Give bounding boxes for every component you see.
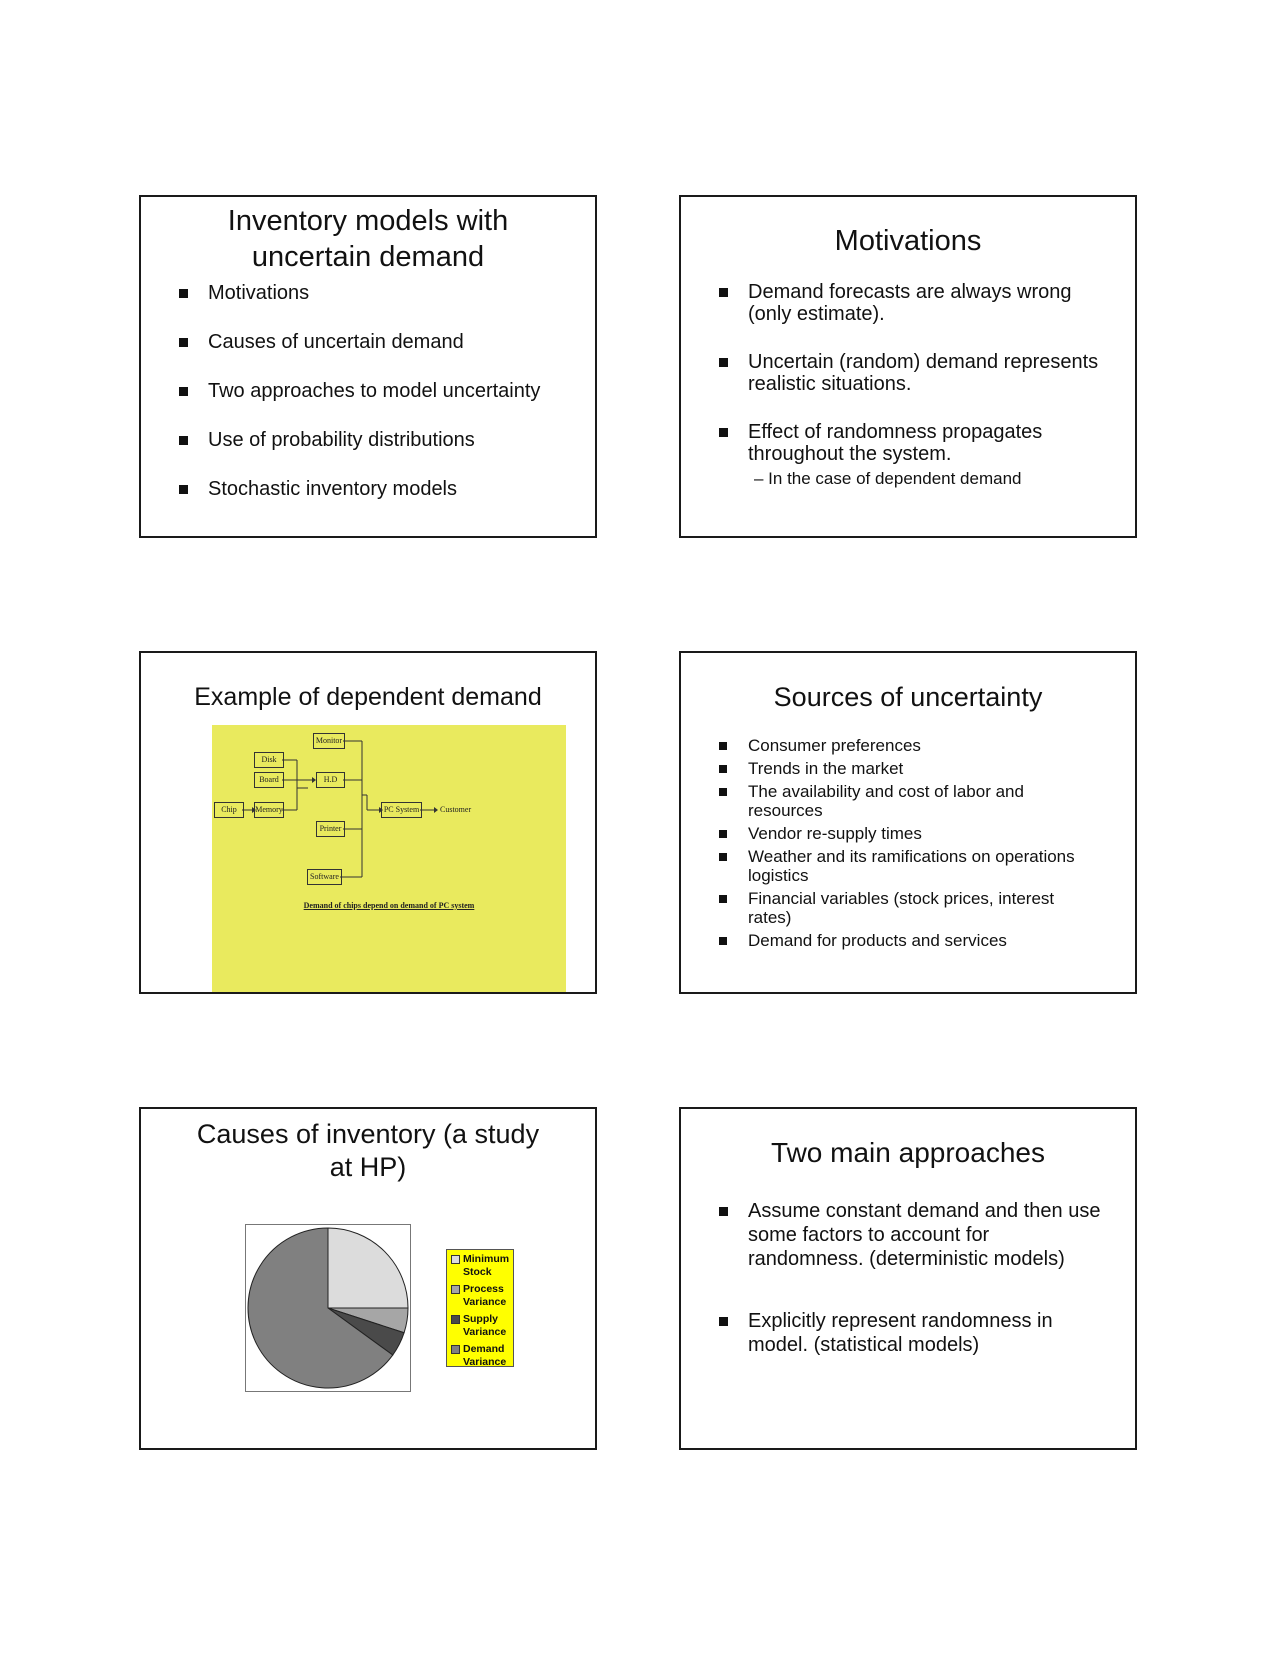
bullet-item: [719, 847, 1119, 885]
title-line: Causes of inventory (a study: [196, 1119, 540, 1149]
customer-label: Customer: [440, 805, 472, 814]
legend-item: [451, 1283, 511, 1313]
bullet-square-icon: [179, 436, 188, 445]
bullet-list: [179, 281, 540, 526]
bullet-text: Demand for products and services: [748, 931, 1007, 950]
bullet-square-icon: [719, 788, 727, 796]
legend-label: Variance: [463, 1296, 507, 1308]
hd-box: H.D: [316, 772, 345, 788]
legend-label: Stock: [463, 1266, 492, 1278]
slide-motivations: [679, 195, 1137, 538]
sub-bullet-text: – In the case of dependent demand: [754, 469, 1022, 488]
bullet-text: The availability and cost of labor and: [748, 782, 1024, 801]
bullet-text: rates): [748, 908, 792, 927]
bullet-text: Demand forecasts are always wrong: [748, 281, 1072, 303]
bullet-text: Effect of randomness propagates: [748, 421, 1043, 443]
legend-label: Process: [463, 1283, 504, 1295]
bullet-text: throughout the system.: [748, 443, 952, 465]
bullet-text: Two approaches to model uncertainty: [208, 380, 541, 402]
memory-box: Memory: [254, 802, 284, 818]
bullet-text: Financial variables (stock prices, interest: [748, 889, 1055, 908]
title-line: at HP): [329, 1152, 407, 1182]
slide-two-main-approaches: [679, 1107, 1137, 1450]
chart-legend: [446, 1249, 514, 1367]
slide-sources-of-uncertainty: [679, 651, 1137, 994]
bullet-text: Motivations: [208, 282, 310, 304]
disk-box: Disk: [254, 752, 284, 768]
bullet-text: Explicitly represent randomness in: [748, 1310, 1053, 1332]
printer-box: Printer: [316, 821, 345, 837]
arrow-icon: [434, 807, 438, 813]
bullet-item: [179, 428, 540, 477]
pie-chart-frame: [245, 1224, 411, 1392]
bullet-item: [719, 736, 1119, 755]
dependent-demand-diagram: [212, 725, 566, 993]
legend-swatch: [451, 1315, 460, 1324]
bullet-text: resources: [748, 801, 823, 820]
legend-item: [451, 1343, 511, 1373]
bullet-item: [719, 889, 1119, 927]
legend-item: [451, 1313, 511, 1343]
pc-system-box: PC System: [381, 802, 422, 818]
bullet-list: [719, 281, 1119, 515]
bullet-square-icon: [719, 742, 727, 750]
bullet-text: Use of probability distributions: [208, 429, 475, 451]
legend-swatch: [451, 1285, 460, 1294]
bullet-square-icon: [179, 387, 188, 396]
legend-label: Variance: [463, 1326, 507, 1338]
bullet-square-icon: [719, 428, 728, 437]
bullet-square-icon: [719, 1317, 728, 1326]
bullet-text: randomness. (deterministic models): [748, 1248, 1065, 1270]
bullet-item: [719, 759, 1119, 778]
bullet-text: Trends in the market: [748, 759, 904, 778]
title-line: uncertain demand: [251, 241, 485, 273]
legend-label: Demand: [463, 1343, 505, 1355]
bullet-square-icon: [719, 937, 727, 945]
bullet-square-icon: [719, 288, 728, 297]
pie-slice-minimum: [328, 1228, 408, 1308]
monitor-box: Monitor: [313, 733, 345, 749]
legend-label: Variance: [463, 1356, 507, 1368]
bullet-text: model. (statistical models): [748, 1334, 980, 1356]
bullet-item: [179, 330, 540, 379]
bullet-item: [179, 477, 540, 526]
bullet-item: [179, 281, 540, 330]
slide-title: [141, 1118, 595, 1184]
slide-title: Two main approaches: [771, 1137, 1045, 1168]
bullet-item: [719, 1309, 1119, 1357]
bullet-text: Uncertain (random) demand represents: [748, 351, 1099, 373]
slide-title: Motivations: [834, 225, 982, 257]
bullet-text: Stochastic inventory models: [208, 478, 458, 500]
bullet-text: logistics: [748, 866, 809, 885]
chip-box: Chip: [214, 802, 244, 818]
bullet-text: Causes of uncertain demand: [208, 331, 464, 353]
bullet-text: realistic situations.: [748, 373, 912, 395]
slide-causes-of-inventory: [139, 1107, 597, 1450]
bullet-square-icon: [179, 485, 188, 494]
bullet-text: Assume constant demand and then use: [748, 1200, 1101, 1222]
bullet-square-icon: [719, 358, 728, 367]
legend-swatch: [451, 1255, 460, 1264]
slide-title: [141, 203, 595, 275]
bullet-text: Consumer preferences: [748, 736, 921, 755]
bullet-square-icon: [719, 895, 727, 903]
legend-label: Minimum: [463, 1253, 510, 1265]
legend-label: Supply: [463, 1313, 499, 1325]
bullet-item: [179, 379, 540, 428]
bullet-list: [719, 1199, 1119, 1395]
board-box: Board: [254, 772, 284, 788]
bullet-square-icon: [719, 830, 727, 838]
diagram-caption: Demand of chips depend on demand of PC system: [303, 901, 475, 910]
software-box: Software: [307, 869, 342, 885]
bullet-square-icon: [719, 765, 727, 773]
bullet-text: some factors to account for: [748, 1224, 990, 1246]
slide-title: Sources of uncertainty: [773, 682, 1043, 712]
bullet-item: [719, 351, 1119, 395]
bullet-text: Weather and its ramifications on operations: [748, 847, 1075, 866]
bullet-square-icon: [719, 853, 727, 861]
bullet-text: (only estimate).: [748, 303, 885, 325]
slide-inventory-models: [139, 195, 597, 538]
bullet-square-icon: [179, 289, 188, 298]
bullet-item: [719, 421, 1119, 489]
slide-dependent-demand: [139, 651, 597, 994]
bullet-square-icon: [719, 1207, 728, 1216]
bullet-text: Vendor re-supply times: [748, 824, 922, 843]
bullet-item: [719, 1199, 1119, 1271]
bullet-item: [719, 824, 1119, 843]
legend-item: [451, 1253, 511, 1283]
bullet-square-icon: [179, 338, 188, 347]
slide-title: Example of dependent demand: [194, 683, 542, 711]
bullet-item: [719, 281, 1119, 325]
bullet-list: [719, 736, 1119, 954]
title-line: Inventory models with: [227, 205, 509, 237]
legend-swatch: [451, 1345, 460, 1354]
bullet-item: [719, 931, 1119, 950]
pie-chart: [246, 1225, 410, 1391]
bullet-item: [719, 782, 1119, 820]
